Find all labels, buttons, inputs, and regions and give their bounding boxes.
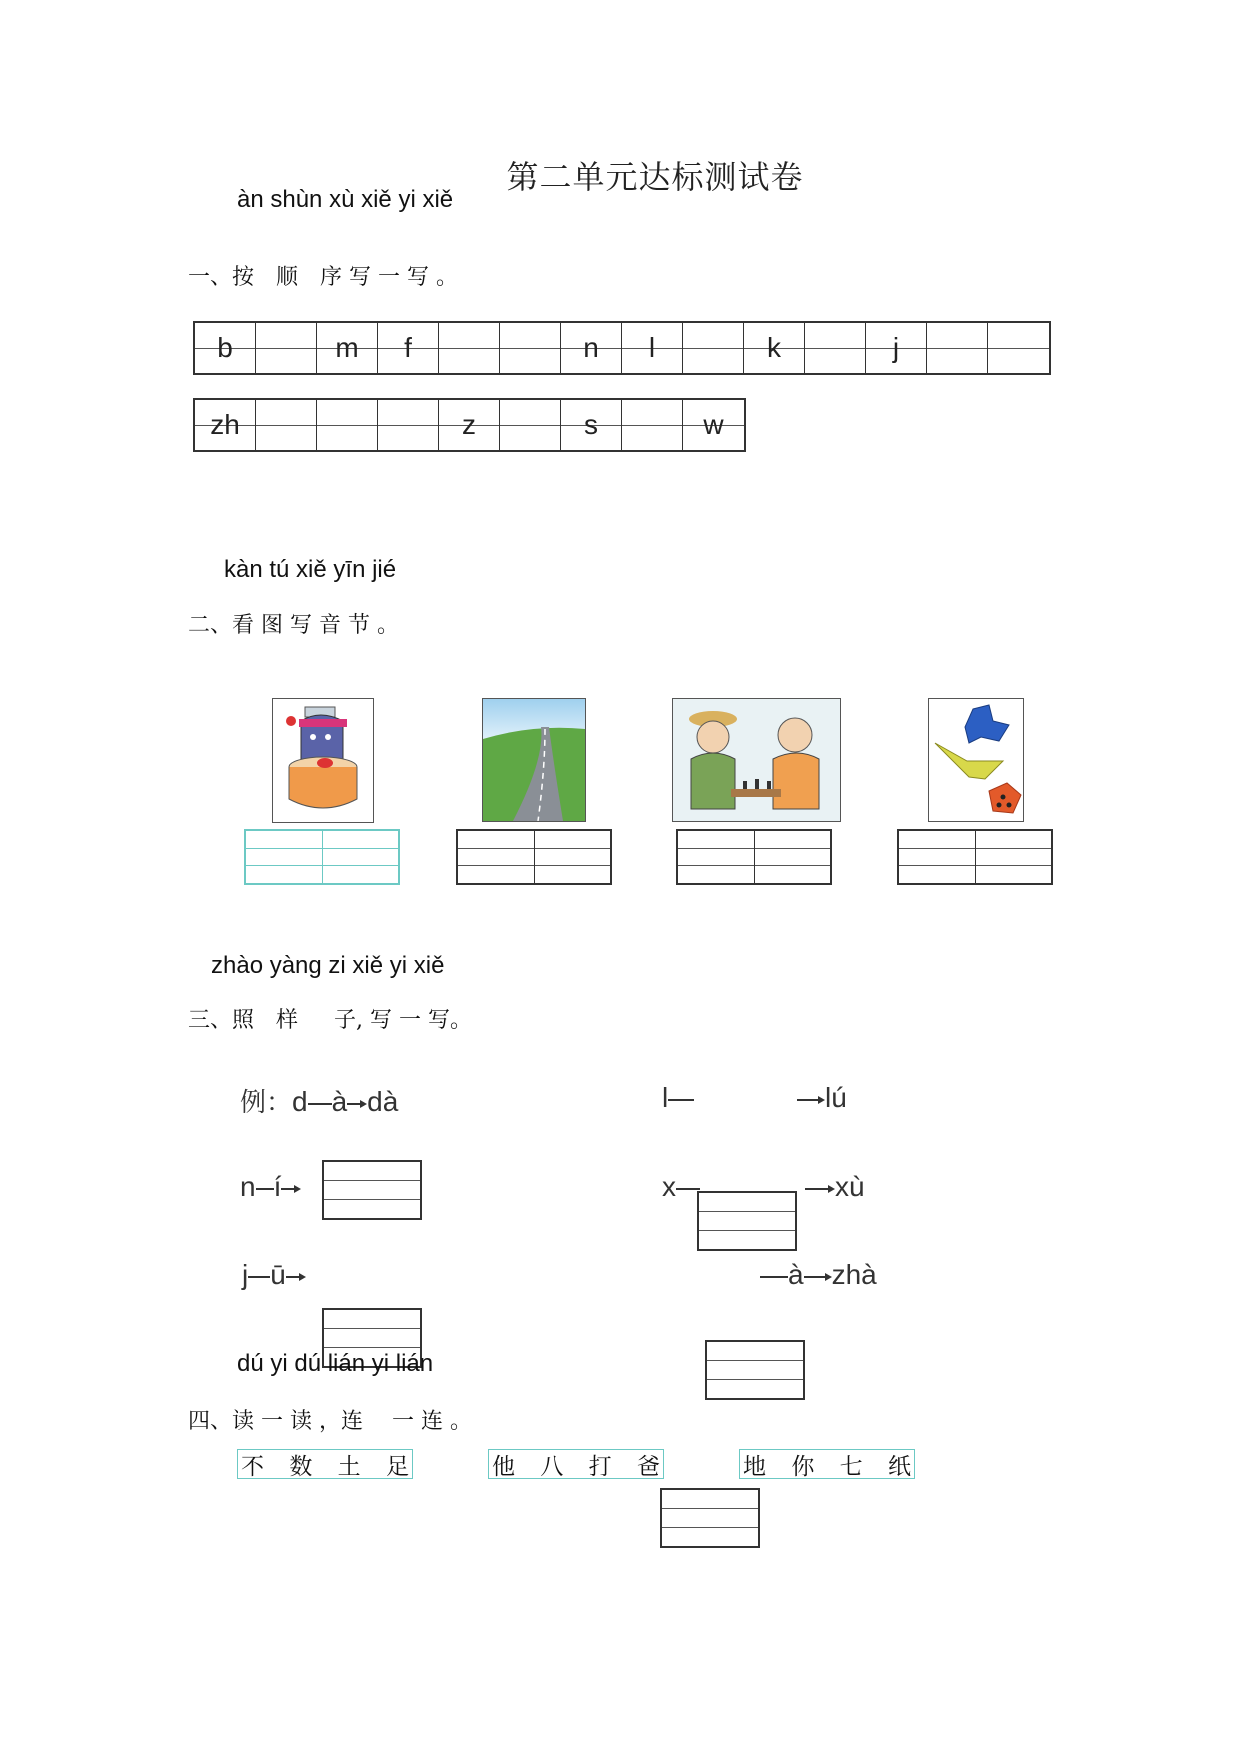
answer-half[interactable] [899, 831, 976, 883]
drum-icon [272, 698, 374, 823]
initial: x [662, 1171, 676, 1202]
character[interactable]: 土 [337, 1453, 361, 1480]
exercise-right-1-result [797, 1082, 847, 1114]
answer-box[interactable] [697, 1191, 797, 1251]
example-formula [240, 1082, 398, 1119]
sequence-grid-row2 [193, 398, 746, 452]
result: lú [825, 1082, 847, 1113]
result: zhà [831, 1259, 877, 1290]
grid-cell[interactable] [988, 323, 1049, 373]
pinyin-answer-box[interactable] [897, 829, 1053, 885]
example-final: à [331, 1086, 348, 1117]
answer-half[interactable] [976, 831, 1052, 883]
example-result: dà [367, 1086, 399, 1117]
section4-pinyin: dú yi dú lián yi lián [237, 1350, 434, 1377]
character[interactable]: 八 [540, 1453, 564, 1480]
grid-cell[interactable]: w [683, 400, 744, 450]
final: í [273, 1171, 282, 1202]
section1-pinyin: àn shùn xù xiě yi xiě [237, 186, 454, 213]
initial: n [240, 1171, 256, 1202]
answer-half[interactable] [323, 831, 399, 883]
road-icon [482, 698, 586, 822]
pinyin-answer-box[interactable] [676, 829, 832, 885]
word-group-1[interactable] [237, 1449, 413, 1479]
section3-heading: 三、照 样 子, 写 一 写。 [188, 1008, 472, 1033]
character[interactable]: 地 [743, 1453, 766, 1480]
final: à [788, 1259, 804, 1290]
character[interactable]: 数 [289, 1453, 313, 1480]
section1-heading: 一、按 顺 序 写 一 写 。 [188, 265, 458, 290]
section4-heading: 四、读 一 读 ，连 一 连 。 [188, 1409, 472, 1434]
section3-pinyin: zhào yàng zi xiě yi xiě [211, 952, 445, 979]
word-group-3[interactable] [739, 1449, 915, 1479]
grid-cell[interactable]: b [195, 323, 256, 373]
exercise-right-2-initial [662, 1171, 700, 1203]
grid-cell[interactable] [805, 323, 866, 373]
grid-cell[interactable] [256, 323, 317, 373]
answer-box[interactable] [322, 1160, 422, 1220]
chess-players-icon [672, 698, 841, 822]
grid-cell[interactable]: k [744, 323, 805, 373]
answer-half[interactable] [678, 831, 755, 883]
grid-cell[interactable] [317, 400, 378, 450]
character[interactable]: 足 [385, 1453, 409, 1480]
initial: l [662, 1082, 669, 1113]
exercise-right-2-result [805, 1171, 865, 1203]
exercise-right-3 [760, 1259, 877, 1291]
answer-box[interactable] [660, 1488, 760, 1548]
grid-cell[interactable]: l [622, 323, 683, 373]
character[interactable]: 纸 [887, 1453, 911, 1480]
origami-icon [928, 698, 1024, 822]
grid-cell[interactable] [622, 400, 683, 450]
final: ū [270, 1259, 286, 1290]
character[interactable]: 爸 [636, 1453, 660, 1480]
page-title: 第二单元达标测试卷 [506, 158, 804, 196]
grid-cell[interactable]: n [561, 323, 622, 373]
exercise-left-1 [240, 1171, 301, 1203]
character[interactable]: 七 [839, 1453, 863, 1480]
answer-half[interactable] [535, 831, 611, 883]
result: xù [835, 1171, 865, 1202]
grid-cell[interactable] [927, 323, 988, 373]
exercise-right-1-initial [662, 1082, 694, 1114]
sequence-grid-row1 [193, 321, 1051, 375]
grid-cell[interactable]: zh [195, 400, 256, 450]
answer-box[interactable] [705, 1340, 805, 1400]
grid-cell[interactable] [500, 400, 561, 450]
exercise-left-2 [242, 1259, 306, 1291]
character[interactable]: 打 [588, 1453, 612, 1480]
grid-cell[interactable]: s [561, 400, 622, 450]
section2-pinyin: kàn tú xiě yīn jié [224, 556, 397, 583]
grid-cell[interactable] [256, 400, 317, 450]
pinyin-answer-box[interactable] [244, 829, 400, 885]
character[interactable]: 他 [492, 1453, 515, 1480]
grid-cell[interactable]: j [866, 323, 927, 373]
character[interactable]: 不 [241, 1453, 264, 1480]
grid-cell[interactable] [500, 323, 561, 373]
answer-half[interactable] [246, 831, 323, 883]
grid-cell[interactable] [378, 400, 439, 450]
grid-cell[interactable]: m [317, 323, 378, 373]
grid-cell[interactable]: f [378, 323, 439, 373]
word-group-2[interactable] [488, 1449, 664, 1479]
answer-half[interactable] [458, 831, 535, 883]
example-initial: d [292, 1086, 308, 1117]
character[interactable]: 你 [791, 1453, 815, 1480]
example-label: 例： [240, 1088, 293, 1118]
initial: j [242, 1259, 249, 1290]
pinyin-answer-box[interactable] [456, 829, 612, 885]
grid-cell[interactable] [683, 323, 744, 373]
section2-heading: 二、看 图 写 音 节 。 [188, 613, 399, 638]
grid-cell[interactable]: z [439, 400, 500, 450]
answer-half[interactable] [755, 831, 831, 883]
grid-cell[interactable] [439, 323, 500, 373]
